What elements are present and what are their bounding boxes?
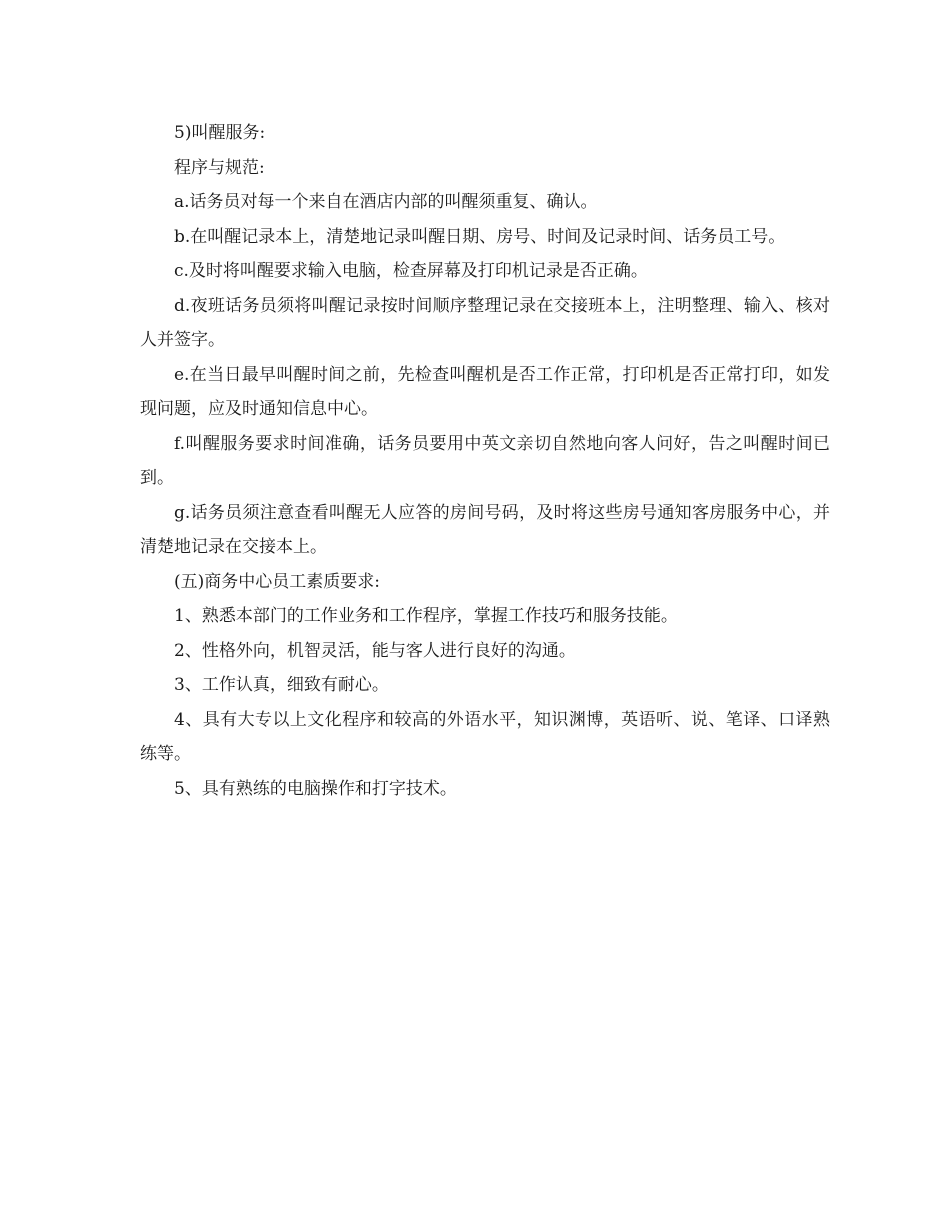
list-item-c: c.及时将叫醒要求输入电脑，检查屏幕及打印机记录是否正确。	[174, 261, 648, 281]
requirement-4: 4、具有大专以上文化程序和较高的外语水平，知识渊博，英语听、说、笔译、口译熟练等。	[140, 709, 830, 764]
list-item-g: g.话务员须注意查看叫醒无人应答的房间号码，及时将这些房号通知客房服务中心，并清楚地记录在交接本上。	[140, 502, 830, 557]
list-item-d: d.夜班话务员须将叫醒记录按时间顺序整理记录在交接班本上，注明整理、输入、核对人并签字。	[140, 295, 830, 350]
document-body	[140, 116, 830, 806]
list-item-e: e.在当日最早叫醒时间之前，先检查叫醒机是否工作正常，打印机是否正常打印，如发现问题，应及时通知信息中心。	[140, 364, 830, 419]
heading-procedure: 程序与规范:	[174, 157, 265, 178]
requirement-2: 2、性格外向，机智灵活，能与客人进行良好的沟通。	[174, 640, 576, 661]
list-item-b: b.在叫醒记录本上，清楚地记录叫醒日期、房号、时间及记录时间、话务员工号。	[174, 226, 786, 247]
requirement-5: 5、具有熟练的电脑操作和打字技术。	[174, 778, 457, 799]
list-item-f: f.叫醒服务要求时间准确，话务员要用中英文亲切自然地向客人问好，告之叫醒时间已到。	[140, 433, 830, 488]
heading-business-center: (五)商务中心员工素质要求:	[174, 571, 380, 592]
heading-wakeup-service: 5)叫醒服务:	[174, 123, 266, 143]
requirement-3: 3、工作认真，细致有耐心。	[174, 675, 389, 695]
requirement-1: 1、熟悉本部门的工作业务和工作程序，掌握工作技巧和服务技能。	[174, 606, 678, 626]
list-item-a: a.话务员对每一个来自在酒店内部的叫醒须重复、确认。	[174, 192, 598, 212]
